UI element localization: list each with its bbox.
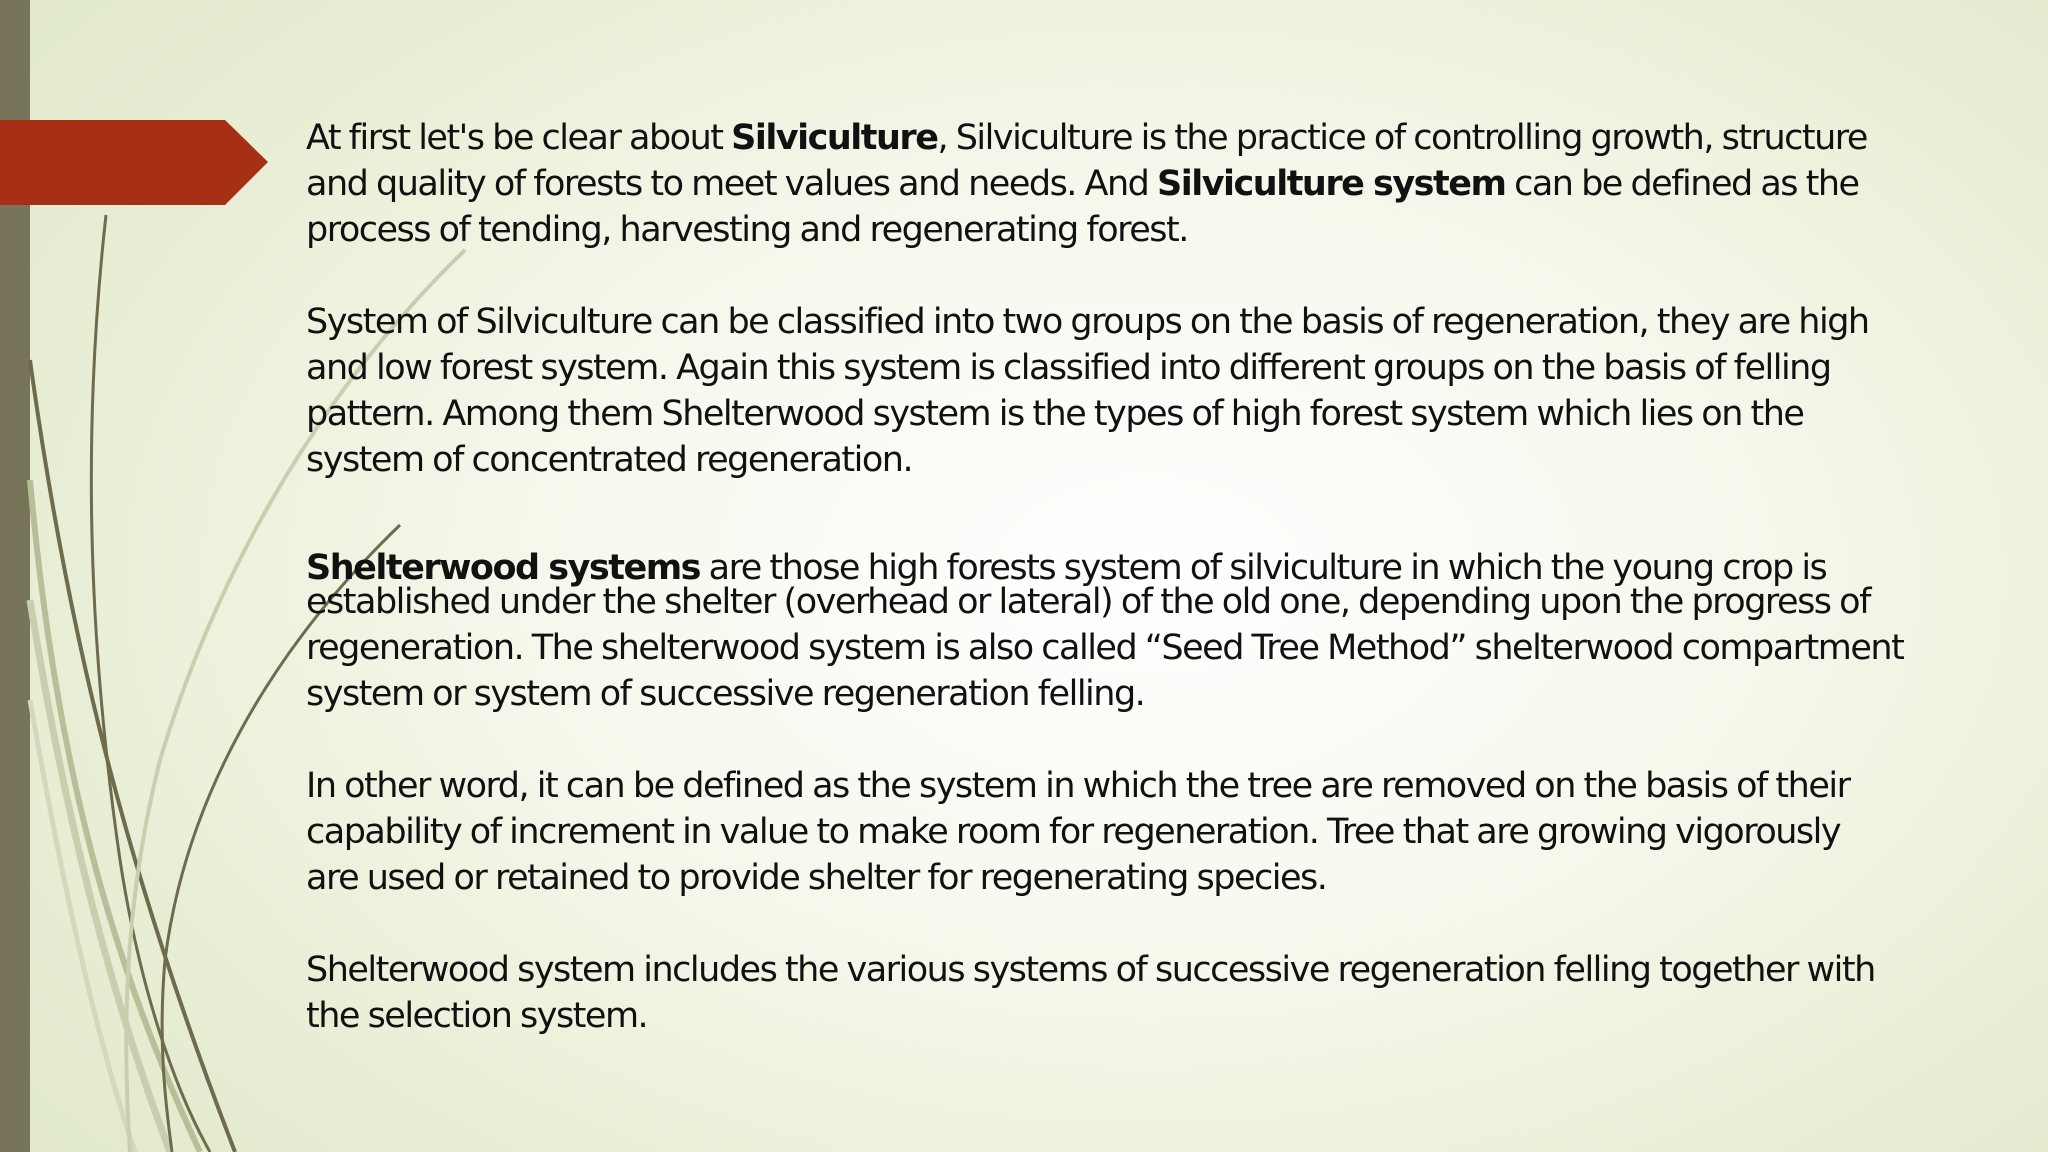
text-run: are those high forests system of silviculture in which the young crop is — [700, 548, 1827, 588]
text-line: regeneration. The shelterwood system is also called “Seed Tree Method” shelterwood compartment — [306, 628, 1904, 668]
term-silviculture-system: Silviculture system — [1157, 164, 1506, 204]
paragraph-other-word — [306, 763, 2006, 901]
text-line: In other word, it can be defined as the system in which the tree are removed on the basis of their — [306, 766, 1850, 806]
text-run: and quality of forests to meet values and needs. And — [306, 164, 1158, 204]
text-run: process of tending, harvesting and regenerating forest. — [306, 210, 1188, 250]
paragraph-silviculture-definition — [306, 115, 2006, 253]
text-line: capability of increment in value to make room for regeneration. Tree that are growing vigorously — [306, 812, 1841, 852]
text-line — [306, 207, 2006, 253]
text-run: can be defined as the — [1505, 164, 1859, 204]
text-line: System of Silviculture can be classified into two groups on the basis of regeneration, they are high — [306, 302, 1869, 342]
text-line: pattern. Among them Shelterwood system is the types of high forest system which lies on the — [306, 394, 1804, 434]
text-line: are used or retained to provide shelter for regenerating species. — [306, 858, 1327, 898]
text-line: established under the shelter (overhead or lateral) of the old one, depending upon the progress of — [306, 582, 1870, 622]
text-run: At first let's be clear about — [306, 118, 732, 158]
text-line: the selection system. — [306, 996, 648, 1036]
text-line — [306, 115, 2006, 161]
paragraph-shelterwood-includes — [306, 947, 2006, 1039]
text-line: and low forest system. Again this system is classified into different groups on the basis of felling — [306, 348, 1831, 388]
text-line: system or system of successive regeneration felling. — [306, 674, 1145, 714]
text-line: system of concentrated regeneration. — [306, 440, 913, 480]
paragraph-system-classification — [306, 299, 2006, 483]
text-line: Shelterwood system includes the various systems of successive regeneration felling together with — [306, 950, 1875, 990]
accent-arrow-tab — [0, 120, 268, 205]
paragraph-shelterwood-systems — [306, 545, 2006, 717]
accent-tab-shape — [0, 120, 268, 205]
term-silviculture: Silviculture — [731, 118, 938, 158]
term-shelterwood-systems: Shelterwood systems — [306, 548, 701, 588]
text-line — [306, 161, 2006, 207]
text-run: , Silviculture is the practice of controlling growth, structure — [937, 118, 1867, 158]
